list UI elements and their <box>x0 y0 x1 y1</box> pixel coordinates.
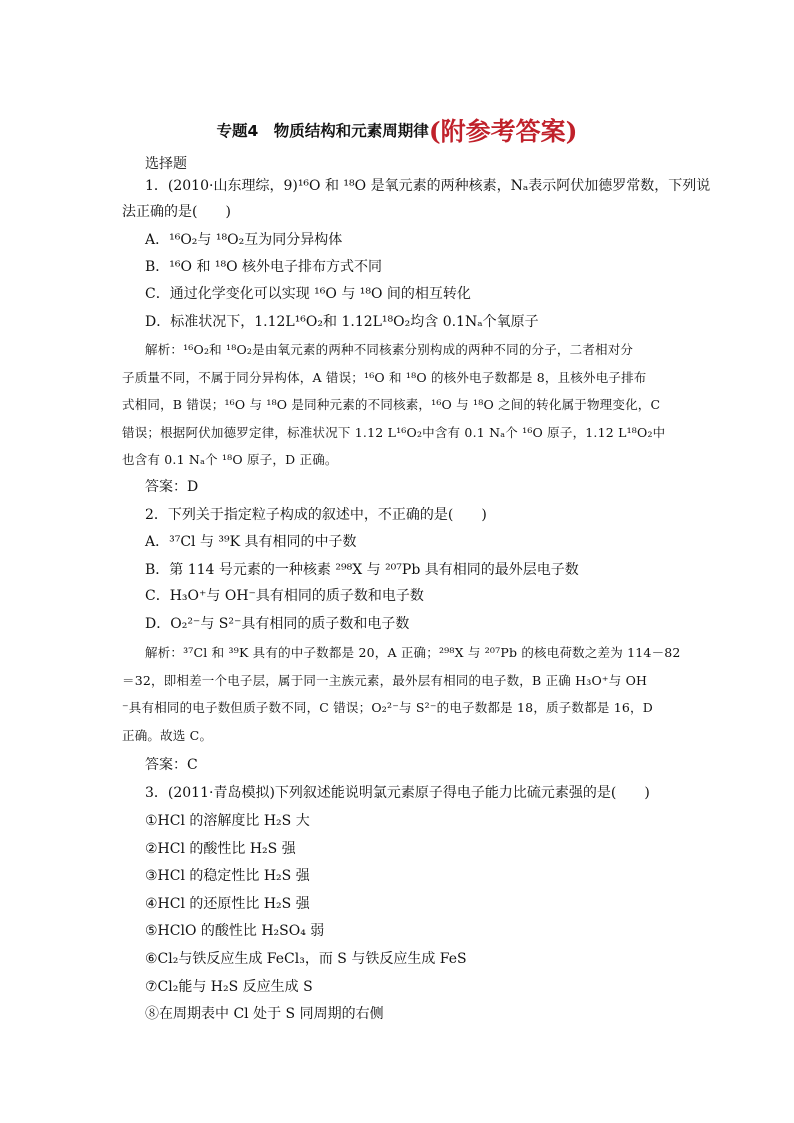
title-answer-note: (附参考答案) <box>428 117 578 146</box>
text-line: 错误；根据阿伏加德罗定律，标准状况下 1.12 L¹⁶O₂中含有 0.1 Nₐ个 ¹⁶O 原子，1.12 L¹⁸O₂中 <box>122 425 666 440</box>
title-main: 专题4 物质结构和元素周期律 <box>216 122 429 140</box>
text-line: A．³⁷Cl 与 ³⁹K 具有相同的中子数 <box>145 534 357 550</box>
text-line: ⑧在周期表中 Cl 处于 S 同周期的右侧 <box>145 1006 384 1022</box>
text-line: B．¹⁶O 和 ¹⁸O 核外电子排布方式不同 <box>145 259 383 275</box>
text-line: 解析：¹⁶O₂和 ¹⁸O₂是由氧元素的两种不同核素分别构成的两种不同的分子，二者相对分 <box>145 342 634 357</box>
section-label: 选择题 <box>145 156 187 172</box>
text-line: 解析：³⁷Cl 和 ³⁹K 具有的中子数都是 20，A 正确；²⁹⁸X 与 ²⁰⁷Pb 的核电荷数之差为 114－82 <box>145 645 681 660</box>
text-line: ⑤HClO 的酸性比 H₂SO₄ 弱 <box>145 923 325 939</box>
text-line: C．通过化学变化可以实现 ¹⁶O 与 ¹⁸O 间的相互转化 <box>145 286 471 302</box>
text-line: D．O₂²⁻与 S²⁻具有相同的质子数和电子数 <box>145 616 410 632</box>
text-line: ①HCl 的溶解度比 H₂S 大 <box>145 813 310 829</box>
text-line: A．¹⁶O₂与 ¹⁸O₂互为同分异构体 <box>145 232 343 248</box>
text-line: 式相同，B 错误；¹⁶O 与 ¹⁸O 是同种元素的不同核素，¹⁶O 与 ¹⁸O 之间的转化属于物理变化，C <box>122 397 661 412</box>
text-line: ②HCl 的酸性比 H₂S 强 <box>145 841 296 857</box>
text-line: C．H₃O⁺与 OH⁻具有相同的质子数和电子数 <box>145 588 424 604</box>
text-line: 子质量不同，不属于同分异构体，A 错误；¹⁶O 和 ¹⁸O 的核外电子数都是 8，且核外电子排布 <box>122 370 647 385</box>
text-line: ④HCl 的还原性比 H₂S 强 <box>145 896 310 912</box>
text-line: ＝32，即相差一个电子层，属于同一主族元素，最外层有相同的电子数，B 正确 H₃O⁺与 OH <box>122 673 648 688</box>
text-line: 1．(2010·山东理综，9)¹⁶O 和 ¹⁸O 是氧元素的两种核素，Nₐ表示阿伏加德罗常数，下列说 <box>145 178 711 194</box>
text-line: 也含有 0.1 Nₐ个 ¹⁸O 原子，D 正确。 <box>122 452 338 467</box>
text-line: 正确。故选 C。 <box>122 728 213 743</box>
text-line: ③HCl 的稳定性比 H₂S 强 <box>145 868 310 884</box>
text-line: 答案：C <box>145 757 198 773</box>
page-title <box>0 112 794 148</box>
text-line: ⁻具有相同的电子数但质子数不同，C 错误；O₂²⁻与 S²⁻的电子数都是 18，质子数都是 16，D <box>122 700 653 715</box>
text-line: 2．下列关于指定粒子构成的叙述中，不正确的是( ) <box>145 507 487 523</box>
text-line: B．第 114 号元素的一种核素 ²⁹⁸X 与 ²⁰⁷Pb 具有相同的最外层电子数 <box>145 562 579 578</box>
text-line: 答案：D <box>145 479 199 495</box>
text-line: ⑥Cl₂与铁反应生成 FeCl₃，而 S 与铁反应生成 FeS <box>145 951 467 967</box>
text-line: D．标准状况下，1.12L¹⁶O₂和 1.12L¹⁸O₂均含 0.1Nₐ个氧原子 <box>145 314 539 330</box>
text-line: 3．(2011·青岛模拟)下列叙述能说明氯元素原子得电子能力比硫元素强的是( ) <box>145 785 650 801</box>
text-line: ⑦Cl₂能与 H₂S 反应生成 S <box>145 979 313 995</box>
text-line: 法正确的是( ) <box>122 204 231 220</box>
